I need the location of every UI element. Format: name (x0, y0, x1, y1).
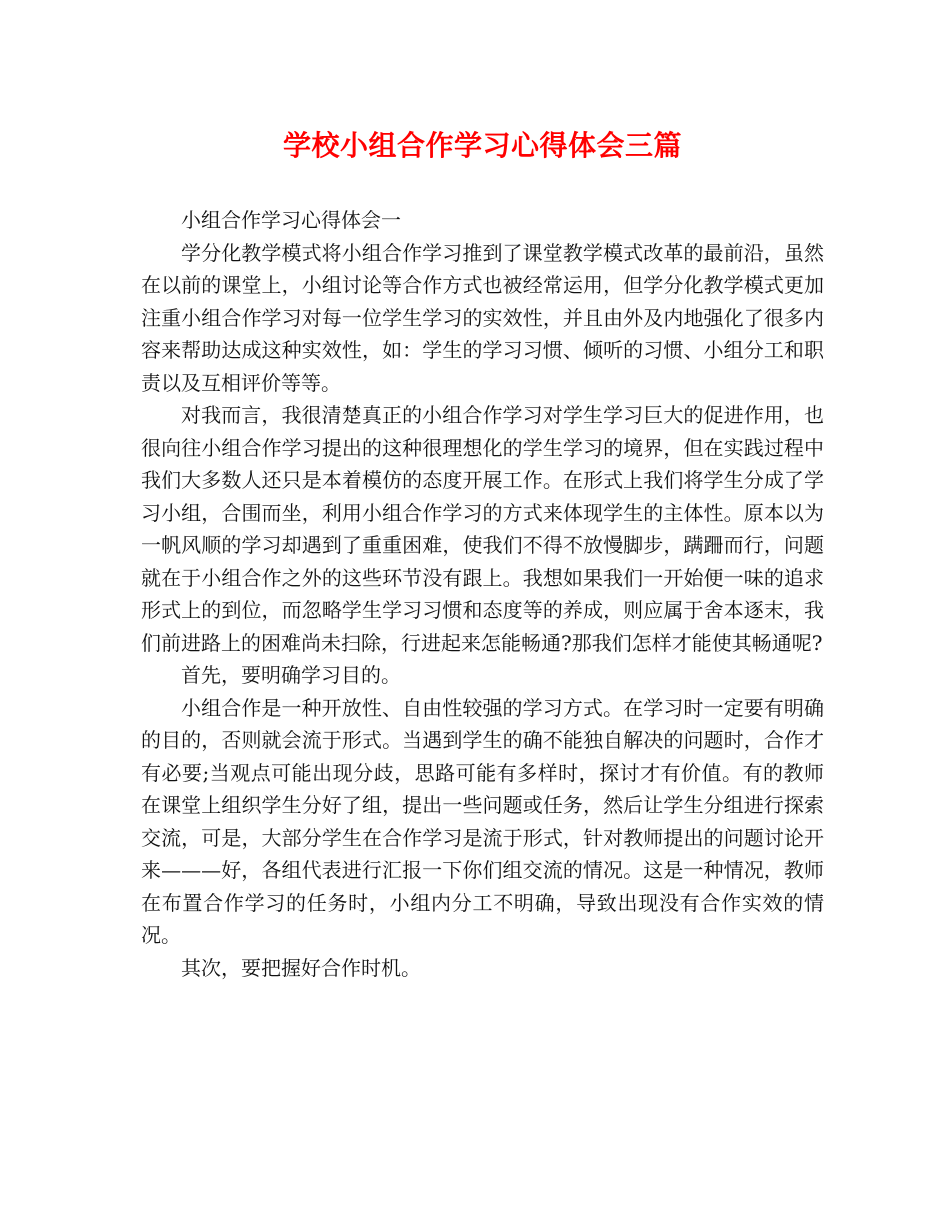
document-title: 学校小组合作学习心得体会三篇 (282, 129, 682, 162)
paragraph: 其次，要把握好合作时机。 (181, 955, 421, 980)
paragraph: 首先，要明确学习目的。 (181, 663, 401, 687)
document-body (141, 204, 824, 984)
paragraph: 对我而言，我很清楚真正的小组合作学习对学生学习巨大的促进作用，也很向往小组合作学习提出的这种很理想化的学生学习的境界，但在实践过程中我们大多数人还只是本着模仿的态度开展工作。在形式上我们将学生分成了学习小组，合围而坐，利用小组合作学习的方式来体现学生的主体性。原本以为一帆风顺的学习却遇到了重重困难，使我们不得不放慢脚步，蹒跚而行，问题就在于小组合作之外的这些环节没有跟上。我想如果我们一开始便一味的追求形式上的到位，而忽略学生学习习惯和态度等的养成，则应属于舍本逐末，我们前进路上的困难尚未扫除，行进起来怎能畅通?那我们怎样才能使其畅通呢? (141, 403, 824, 655)
paragraph: 小组合作是一种开放性、自由性较强的学习方式。在学习时一定要有明确的目的，否则就会流于形式。当遇到学生的确不能独自解决的问题时，合作才有必要;当观点可能出现分歧，思路可能有多样时，探讨才有价值。有的教师在课堂上组织学生分好了组，提出一些问题或任务，然后让学生分组进行探索交流，可是，大部分学生在合作学习是流于形式，针对教师提出的问题讨论开来———好，各组代表进行汇报一下你们组交流的情况。这是一种情况，教师在布置合作学习的任务时，小组内分工不明确，导致出现没有合作实效的情况。 (141, 695, 824, 947)
paragraph-heading: 小组合作学习心得体会一 (181, 208, 401, 232)
paragraph: 学分化教学模式将小组合作学习推到了课堂教学模式改革的最前沿，虽然在以前的课堂上，小组讨论等合作方式也被经常运用，但学分化教学模式更加注重小组合作学习对每一位学生学习的实效性，并且由外及内地强化了很多内容来帮助达成这种实效性，如：学生的学习习惯、倾听的习惯、小组分工和职责以及互相评价等等。 (141, 240, 824, 395)
